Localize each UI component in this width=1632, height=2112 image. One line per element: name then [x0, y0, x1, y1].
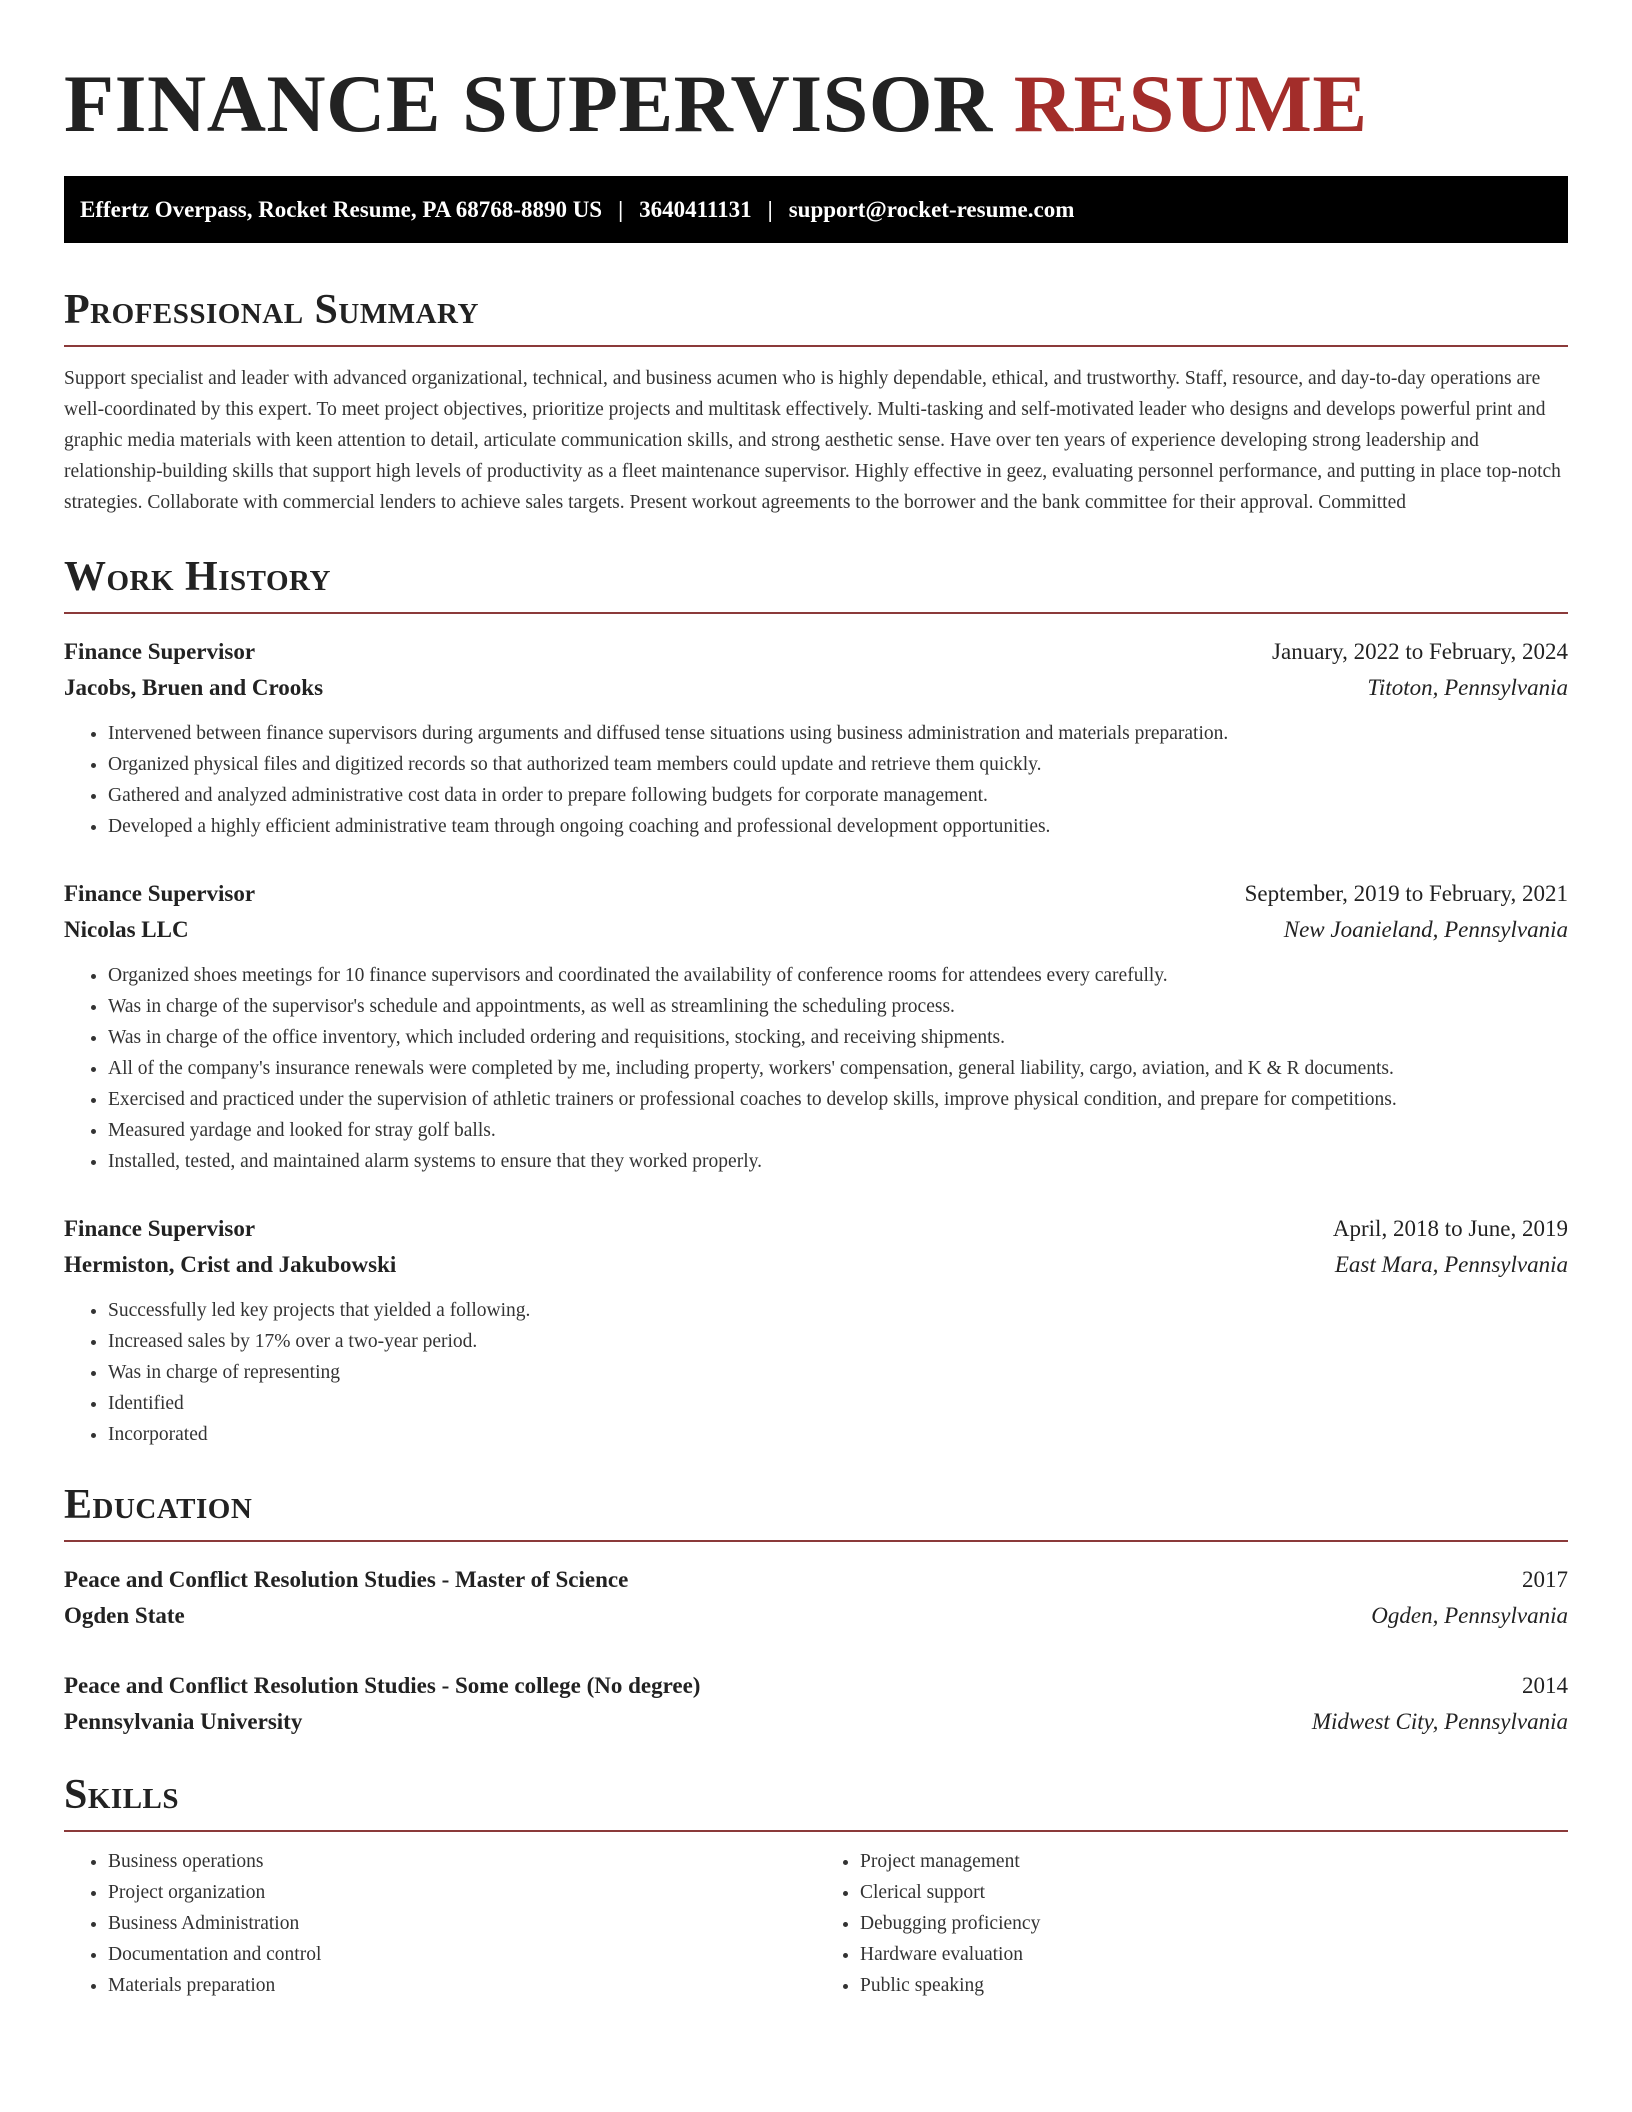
education-heading: Education [64, 1480, 1568, 1542]
skills-list-left [64, 1846, 816, 2001]
job-company-row [64, 670, 1568, 706]
work-history-heading: Work History [64, 552, 1568, 614]
job-location: New Joanieland, Pennsylvania [1283, 917, 1568, 942]
skills-list-right [816, 1846, 1568, 2001]
job-bullet: • Organized shoes meetings for 10 finance supervisors and coordinated the availability of conference rooms for attendees every carefully. [108, 960, 1568, 991]
job-bullet: • Installed, tested, and maintained alarm systems to ensure that they worked properly. [108, 1146, 1568, 1177]
job-dates: September, 2019 to February, 2021 [1244, 881, 1568, 906]
job-bullet: • Exercised and practiced under the supervision of athletic trainers or professional coaches to develop skills, improve physical condition, and prepare for competitions. [108, 1084, 1568, 1115]
job-dates: January, 2022 to February, 2024 [1272, 639, 1568, 664]
job-bullet: • Was in charge of representing [108, 1357, 1568, 1388]
summary-text: Support specialist and leader with advanced organizational, technical, and business acumen who is highly dependable, ethical, and trustworthy. Staff, resource, and day-to-day operations are well-coordinated by this expert. To meet project objectives, prioritize projects and multitask effectively. Multi-tasking and self-motivated leader who designs and develops powerful print and graphic media materials with keen attention to detail, articulate communication skills, and strong aesthetic sense. Have over ten years of experience developing strong leadership and relationship-building skills that support high levels of productivity as a fleet maintenance supervisor. Highly effective in geez, evaluating personnel performance, and putting in place top-notch strategies. Collaborate with commercial lenders to achieve sales targets. Present workout agreements to the borrower and the bank committee for their approval. Committed [64, 368, 1561, 513]
skills-heading: Skills [64, 1770, 1568, 1832]
job-title: Finance Supervisor [64, 881, 256, 906]
job-bullets [64, 718, 1568, 842]
skill-item: • Debugging proficiency [860, 1908, 1568, 1939]
job-bullet: • Was in charge of the office inventory, which included ordering and requisitions, stocking, and receiving shipments. [108, 1022, 1568, 1053]
job-bullets [64, 1295, 1568, 1450]
job-location: East Mara, Pennsylvania [1334, 1252, 1568, 1277]
job-title: Finance Supervisor [64, 639, 256, 664]
skill-item: • Documentation and control [108, 1939, 816, 1970]
job-bullet: • Intervened between finance supervisors during arguments and diffused tense situations using business administration and materials preparation. [108, 718, 1568, 749]
education-school: Pennsylvania University [64, 1709, 303, 1734]
contact-address: Effertz Overpass, Rocket Resume, PA 68768-8890 US [80, 196, 603, 222]
job-company-row [64, 1247, 1568, 1283]
skill-item: • Business operations [108, 1846, 816, 1877]
job-entry [64, 1211, 1568, 1450]
contact-separator: | [618, 196, 624, 222]
job-bullet: • Organized physical files and digitized records so that authorized team members could update and retrieve them quickly. [108, 749, 1568, 780]
job-bullet: • All of the company's insurance renewals were completed by me, including property, workers' compensation, general liability, cargo, aviation, and K & R documents. [108, 1053, 1568, 1084]
job-entry [64, 876, 1568, 1177]
job-company: Jacobs, Bruen and Crooks [64, 675, 324, 700]
job-bullet: • Identified [108, 1388, 1568, 1419]
education-entry [64, 1668, 1568, 1740]
contact-separator: | [767, 196, 773, 222]
skill-item: • Project organization [108, 1877, 816, 1908]
job-entry [64, 634, 1568, 842]
contact-phone: 3640411131 [639, 196, 752, 222]
title-accent: RESUME [1013, 58, 1368, 149]
job-bullet: • Was in charge of the supervisor's schedule and appointments, as well as streamlining the scheduling process. [108, 991, 1568, 1022]
job-bullets [64, 960, 1568, 1177]
job-company-row [64, 912, 1568, 948]
education-entry [64, 1562, 1568, 1634]
job-company: Hermiston, Crist and Jakubowski [64, 1252, 397, 1277]
education-degree-row [64, 1668, 1568, 1704]
education-year: 2014 [1522, 1673, 1568, 1698]
contact-bar [64, 176, 1568, 243]
skill-item: • Materials preparation [108, 1970, 816, 2001]
education-school: Ogden State [64, 1603, 185, 1628]
job-header-row [64, 634, 1568, 670]
job-bullet: • Gathered and analyzed administrative cost data in order to prepare following budgets for corporate management. [108, 780, 1568, 811]
job-header-row [64, 1211, 1568, 1247]
skill-item: • Project management [860, 1846, 1568, 1877]
skill-item: • Clerical support [860, 1877, 1568, 1908]
skill-item: • Business Administration [108, 1908, 816, 1939]
education-school-row [64, 1704, 1568, 1740]
skill-item: • Public speaking [860, 1970, 1568, 2001]
job-title: Finance Supervisor [64, 1216, 256, 1241]
education-degree: Peace and Conflict Resolution Studies - Master of Science [64, 1567, 629, 1592]
education-location: Ogden, Pennsylvania [1371, 1603, 1568, 1628]
job-bullet: • Increased sales by 17% over a two-year period. [108, 1326, 1568, 1357]
skills-grid [64, 1846, 1568, 2001]
education-school-row [64, 1598, 1568, 1634]
contact-email: support@rocket-resume.com [788, 196, 1075, 222]
education-degree: Peace and Conflict Resolution Studies - Some college (No degree) [64, 1673, 701, 1698]
job-company: Nicolas LLC [64, 917, 189, 942]
title-main: FINANCE SUPERVISOR [64, 58, 993, 149]
education-year: 2017 [1522, 1567, 1568, 1592]
job-header-row [64, 876, 1568, 912]
job-bullet: • Incorporated [108, 1419, 1568, 1450]
job-location: Titoton, Pennsylvania [1367, 675, 1568, 700]
job-dates: April, 2018 to June, 2019 [1332, 1216, 1568, 1241]
education-location: Midwest City, Pennsylvania [1311, 1709, 1568, 1734]
education-degree-row [64, 1562, 1568, 1598]
summary-heading: Professional Summary [64, 285, 1568, 347]
job-bullet: • Successfully led key projects that yielded a following. [108, 1295, 1568, 1326]
job-bullet: • Developed a highly efficient administrative team through ongoing coaching and professional development opportunities. [108, 811, 1568, 842]
resume-title [64, 56, 1568, 152]
job-bullet: • Measured yardage and looked for stray golf balls. [108, 1115, 1568, 1146]
skill-item: • Hardware evaluation [860, 1939, 1568, 1970]
